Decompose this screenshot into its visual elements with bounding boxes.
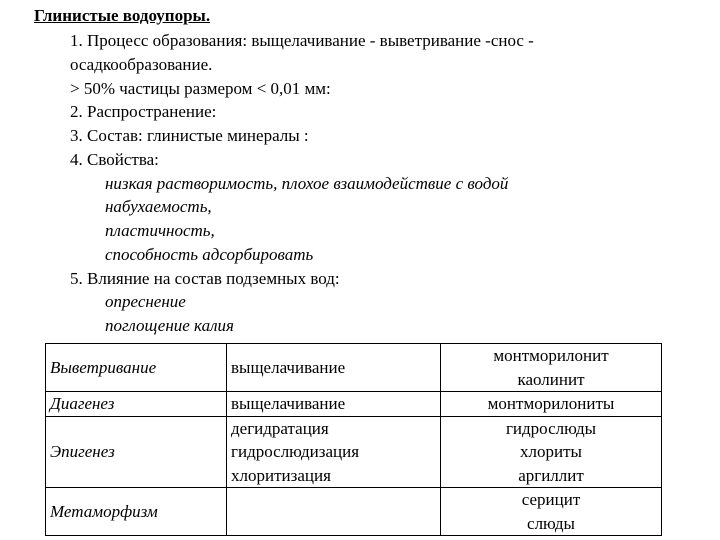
process-item: гидрослюдизация (231, 442, 360, 461)
outline-line: набухаемость, (105, 197, 212, 217)
outline-line: способность адсорбировать (105, 244, 314, 264)
mineral-item: монтморилонит (493, 346, 609, 365)
process-item: хлоритизация (231, 465, 331, 485)
process-item: выщелачивание (231, 394, 346, 413)
table-row (46, 344, 662, 392)
outline-line: осадкообразование. (70, 54, 213, 74)
outline-line: 5. Влияние на состав подземных вод: (70, 268, 340, 288)
stage-cell (46, 392, 227, 417)
mineral-cell (441, 488, 662, 536)
process-cell (227, 488, 441, 536)
stage-cell (46, 344, 227, 392)
mineral-item: монтморилониты (487, 394, 615, 413)
mineral-item: каолинит (517, 369, 585, 389)
mineral-cell (441, 392, 662, 417)
stage-name: Диагенез (50, 394, 115, 413)
stage-name: Выветривание (50, 357, 157, 377)
mineral-item: серицит (521, 490, 581, 509)
process-cell (227, 392, 441, 417)
process-item: дегидратация (231, 418, 329, 438)
mineral-cell (441, 416, 662, 488)
outline-line: низкая растворимость, плохое взаимодействие с водой (105, 173, 509, 193)
outline-line: 2. Распространение: (70, 102, 217, 122)
outline-line: поглощение калия (105, 316, 234, 335)
process-cell (227, 416, 441, 488)
mineral-cell (441, 344, 662, 392)
outline-line: пластичность, (105, 221, 215, 240)
mineral-item: хлориты (520, 442, 582, 461)
stages-table (45, 343, 662, 536)
stage-cell (46, 416, 227, 488)
outline-line: 4. Свойства: (70, 149, 159, 169)
document-title: Глинистые водоупоры. (34, 6, 211, 25)
outline-line: 3. Состав: глинистые минералы : (70, 126, 309, 145)
table-row (46, 488, 662, 536)
outline-line: > 50% частицы размером < 0,01 мм: (70, 78, 331, 98)
table-row (46, 392, 662, 417)
process-cell (227, 344, 441, 392)
table-row (46, 416, 662, 488)
outline-line: 1. Процесс образования: выщелачивание - выветривание -снос - (70, 31, 534, 50)
stage-name: Эпигенез (50, 442, 115, 461)
process-item: выщелачивание (231, 357, 346, 377)
mineral-item: аргиллит (518, 465, 584, 485)
outline-line: опреснение (105, 292, 186, 312)
mineral-item: слюды (527, 513, 575, 533)
stage-cell (46, 488, 227, 536)
stage-name: Метаморфизм (50, 501, 158, 521)
mineral-item: гидрослюды (505, 418, 597, 438)
